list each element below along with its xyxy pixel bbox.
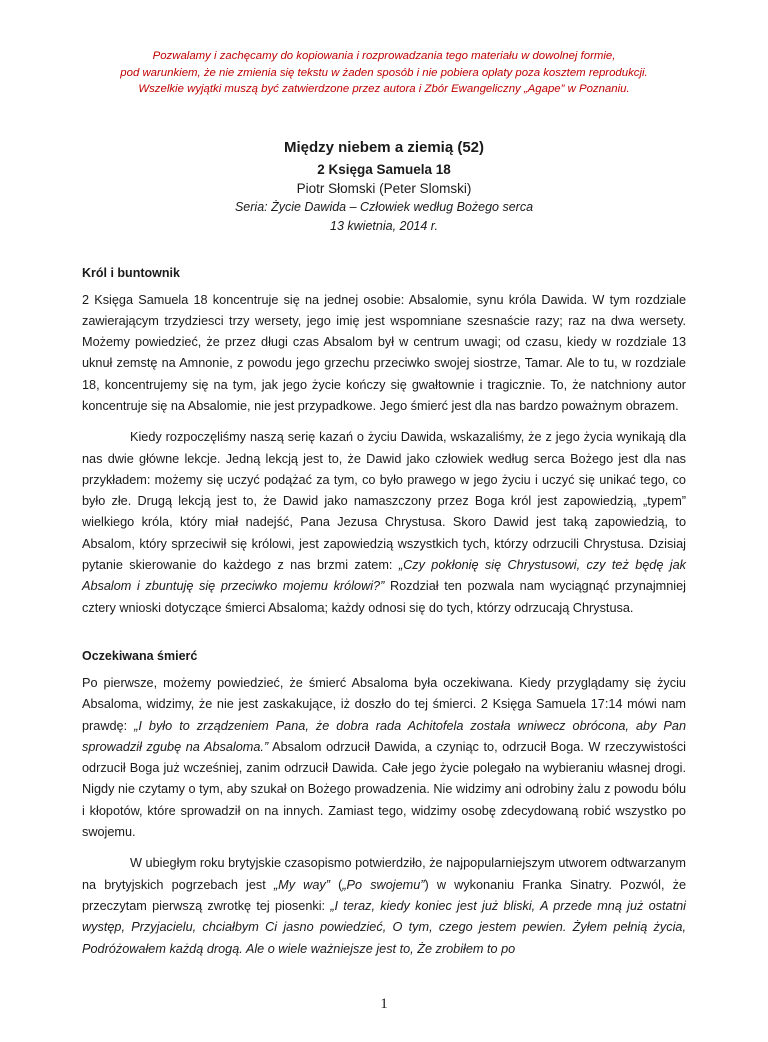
notice-line: Pozwalamy i zachęcamy do kopiowania i rozprowadzania tego materiału w dowolnej formie, [152,50,616,62]
author: Piotr Słomski (Peter Slomski) [296,180,472,196]
copyright-notice [82,48,686,98]
paragraph [82,427,686,619]
paragraph-text: ) w wykonaniu Franka Sinatry. Pozwól, że przeczytam pierwszą zwrotkę tej piosenki: [82,877,686,913]
quote: „Czy pokłonię się Chrystusowi, czy też będę jak Absalom i zbuntuję się przeciwko mojemu królowi?” [82,558,687,594]
notice-line: Wszelkie wyjątki muszą być zatwierdzone przez autora i Zbór Ewangeliczny „Agape” w Poznaniu. [138,83,630,95]
page-number: 1 [380,996,388,1012]
paragraph-text: ( [329,877,343,892]
paragraph: 2 Księga Samuela 18 koncentruje się na jednej osobie: Absalomie, synu króla Dawida. W tym rozdziale zawierającym trzydziesci trzy wersety, jego imię jest wspomniane szesnaście razy; raz na dwa wersety. Możemy powiedzieć, że przez długi czas Absalom był w centrum uwagi; od czasu, kiedy w rozdziale 13 uknuł zemstę na Amnonie, z powodu jego grzechu przeciwko swojej siostrze, Tamar. Ale to tu, w rozdziale 18, koncentrujemy się na tym, jak jego życie kończy się gwałtownie i tragicznie. To, że natchniony autor koncentruje się na Absalomie, nie jest przypadkowe. Jego śmierć jest dla nas bardzo poważnym obrazem. [82,292,686,413]
section-heading: Król i buntownik [82,265,180,280]
song-title-translation: „Po swojemu” [342,877,425,892]
scripture-reference: 2 Księga Samuela 18 [317,161,451,177]
song-title: „My way” [273,877,330,892]
paragraph-text: Po pierwsze, możemy powiedzieć, że śmierć Absaloma była oczekiwana. Kiedy przyglądamy się życiu Absaloma, widzimy, że nie jest zaskakujące, iż doszło do tej śmierci. 2 Księga Samuela 17:14 mówi nam prawdę: [82,675,686,733]
paragraph-text: Absalom odrzucił Dawida, a czyniąc to, odrzucił Boga. W rzeczywistości odrzucił Boga już wcześniej, zanim odrzucił Dawida. Całe jego życie polegało na wybieraniu własnej drogi. Nigdy nie czytamy o tym, aby szukał on Bożego prowadzenia. Nie widzimy ani odrobiny żalu z powodu bólu i kłopotów, które sprowadził on na innych. Zamiast tego, widzimy osobę zdecydowaną robić wszystko po swojemu. [82,739,687,840]
paragraph [82,853,686,959]
paragraph-text: W ubiegłym roku brytyjskie czasopismo potwierdziło, że najpopularniejszym utworem odtwarzanym na brytyjskich pogrzebach jest [82,856,686,892]
paragraph [82,673,686,843]
paragraph-text: Rozdział ten pozwala nam wyciągnąć przynajmniej cztery wnioski dotyczące śmierci Absaloma; każdy odnosi się do tych, którzy odrzucają Chrystusa. [82,579,686,615]
title-block [82,138,686,236]
song-lyrics: „I teraz, kiedy koniec jest już bliski, A przede mną już ostatni występ, Przyjacielu, chciałbym Ci jasno powiedzieć, O tym, czego jestem pewien. Żyłem pełnią życia, Podróżowałem każdą drogą. Ale o wiele ważniejsze jest to, Że zrobiłem to po [82,898,686,956]
paragraph-text: Kiedy rozpoczęliśmy naszą serię kazań o życiu Dawida, wskazaliśmy, że z jego życia wynikają dla nas dwie główne lekcje. Jedną lekcją jest to, że Dawid jako człowiek według serca Bożego jest dla nas przykładem: możemy się uczyć podążać za tym, co było prawego w jego życiu i uczyć się unikać tego, co było złe. Drugą lekcją jest to, że Dawid jako namaszczony przez Boga król jest zapowiedzią, „typem” wielkiego króla, który miał nadejść, Pana Jezusa Chrystusa. Skoro Dawid jest taką zapowiedzią, to Absalom, który sprzeciwił się królowi, jest zapowiedzią wszystkich tych, którzy odrzucili Chrystusa. Dzisiaj pytanie skierowanie do każdego z nas brzmi zatem: [82,430,686,573]
document-page [0,48,768,1042]
sermon-date: 13 kwietnia, 2014 r. [330,218,438,233]
sermon-title: Między niebem a ziemią (52) [283,138,485,156]
section-heading: Oczekiwana śmierć [82,648,198,663]
scripture-quote: „I było to zrządzeniem Pana, że dobra rada Achitofela została wniwecz obrócona, aby Pan sprowadził zgubę na Absaloma.” [82,718,687,754]
series-name: Seria: Życie Dawida – Człowiek według Bożego serca [234,199,534,214]
notice-line: pod warunkiem, że nie zmienia się tekstu w żaden sposób i nie pobiera opłaty poza kosztem reprodukcji. [120,66,648,79]
